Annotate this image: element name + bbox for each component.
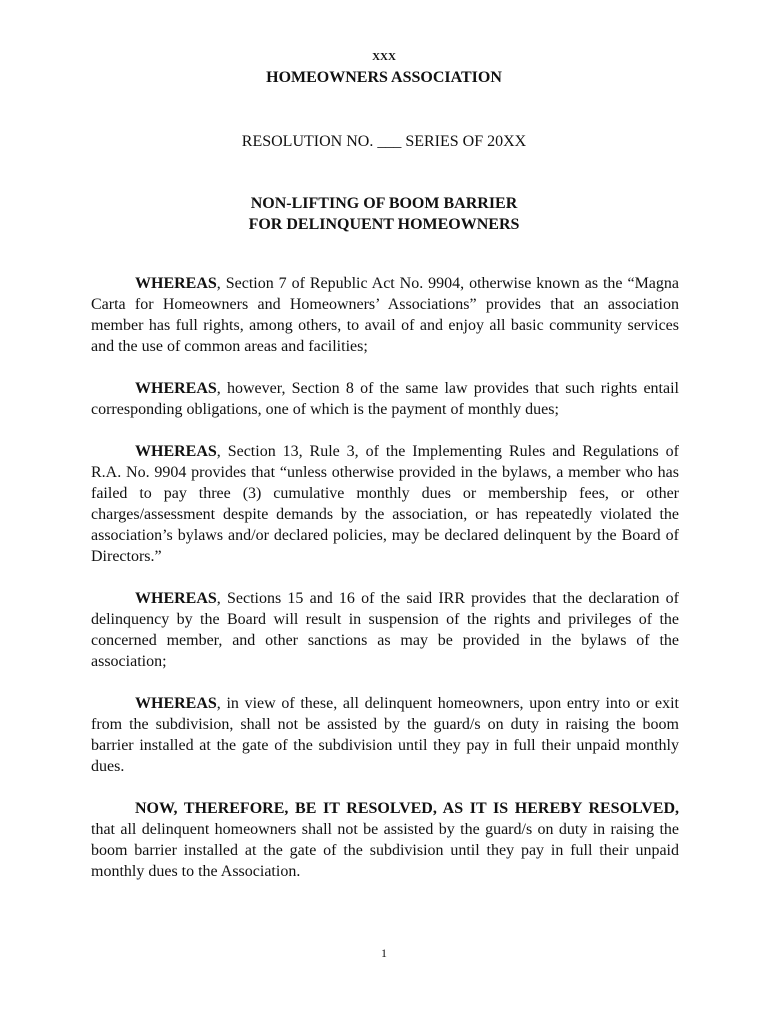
resolution-body — [91, 273, 679, 903]
whereas-paragraph-4 — [91, 588, 679, 672]
paragraph-text: , Section 7 of Republic Act No. 9904, otherwise known as the “Magna Carta for Homeowners and Homeowners’ Associations” provides that an association member has full rights, among others, to avail of and enjoy all basic community services and the use of common areas and facilities; — [91, 275, 679, 355]
whereas-paragraph-3 — [91, 441, 679, 567]
paragraph-lead: WHEREAS — [135, 380, 217, 397]
resolution-number: RESOLUTION NO. ___ SERIES OF 20XX — [241, 133, 527, 150]
resolution-title-line-1: NON-LIFTING OF BOOM BARRIER — [250, 195, 518, 212]
paragraph-lead: WHEREAS — [135, 443, 217, 460]
whereas-paragraph-2 — [91, 378, 679, 420]
paragraph-lead: WHEREAS — [135, 275, 217, 292]
paragraph-lead: NOW, THEREFORE, BE IT RESOLVED, AS IT IS HEREBY RESOLVED, — [135, 800, 679, 817]
paragraph-text: , however, Section 8 of the same law provides that such rights entail corresponding obligations, one of which is the payment of monthly dues; — [91, 380, 679, 418]
resolution-title-line-2: FOR DELINQUENT HOMEOWNERS — [248, 216, 520, 233]
paragraph-lead: WHEREAS — [135, 695, 217, 712]
paragraph-text: that all delinquent homeowners shall not be assisted by the guard/s on duty in raising the boom barrier installed at the gate of the subdivision until they pay in full their unpaid monthly dues to the Association. — [91, 821, 679, 880]
page-number: 1 — [381, 946, 387, 960]
org-name: HOMEOWNERS ASSOCIATION — [266, 69, 502, 86]
paragraph-text: , Sections 15 and 16 of the said IRR provides that the declaration of delinquency by the Board will result in suspension of the rights and privileges of the concerned member, and other sanctions as may be provided in the bylaws of the association; — [91, 590, 679, 670]
paragraph-lead: WHEREAS — [135, 590, 217, 607]
whereas-paragraph-5 — [91, 693, 679, 777]
org-prefix: XXX — [372, 51, 396, 63]
paragraph-text: , Section 13, Rule 3, of the Implementing Rules and Regulations of R.A. No. 9904 provides that “unless otherwise provided in the bylaws, a member who has failed to pay three (3) cumulative monthly dues or membership fees, or other charges/assessment despite demands by the association, or has repeatedly violated the association’s bylaws and/or declared policies, may be declared delinquent by the Board of Directors.” — [91, 443, 679, 565]
whereas-paragraph-1 — [91, 273, 679, 357]
paragraph-text: , in view of these, all delinquent homeowners, upon entry into or exit from the subdivision, shall not be assisted by the guard/s on duty in raising the boom barrier installed at the gate of the subdivision until they pay in full their unpaid monthly dues. — [91, 695, 679, 775]
resolved-paragraph — [91, 798, 679, 882]
